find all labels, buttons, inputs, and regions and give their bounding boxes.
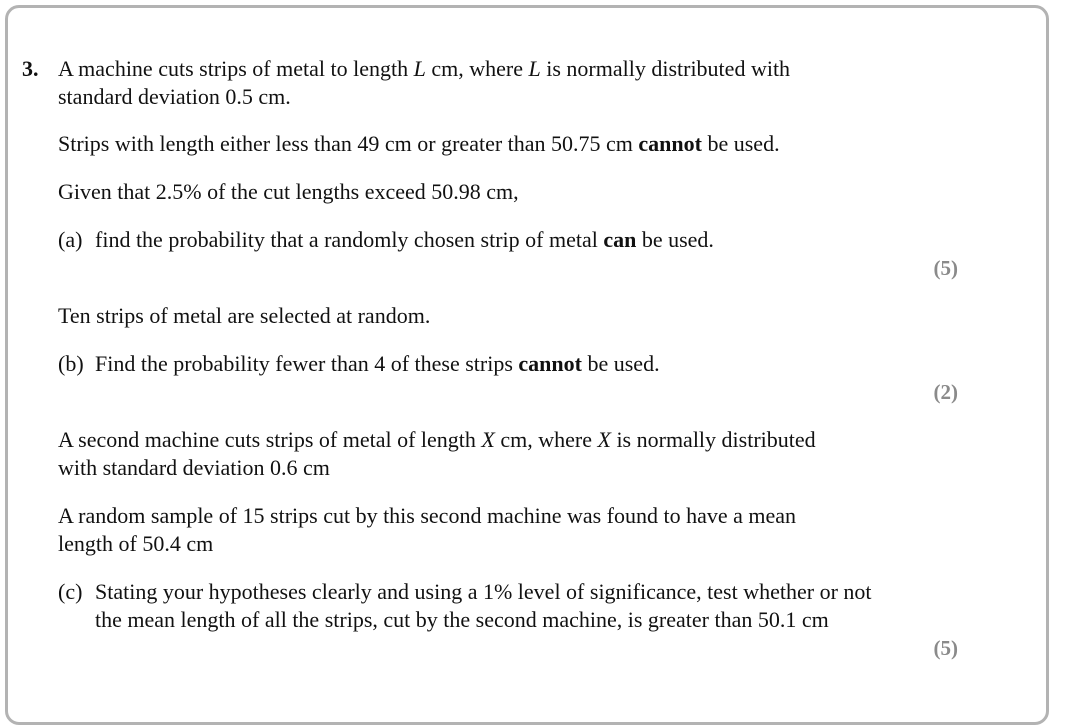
- ten-strips-paragraph: Ten strips of metal are selected at random.: [58, 303, 431, 328]
- variable-L: L: [413, 56, 426, 81]
- part-b-text: Find the probability fewer than 4 of these strips cannot be used.: [95, 351, 660, 376]
- second-machine-line-2: with standard deviation 0.6 cm: [58, 455, 330, 480]
- intro-line-2: standard deviation 0.5 cm.: [58, 84, 291, 109]
- sample-line-2: length of 50.4 cm: [58, 531, 214, 556]
- intro-paragraph: [58, 55, 790, 111]
- part-a-label: (a): [58, 227, 83, 252]
- variable-X: X: [481, 427, 495, 452]
- given-paragraph: Given that 2.5% of the cut lengths exceed 50.98 cm,: [58, 179, 519, 204]
- part-c-text: [95, 578, 872, 634]
- sample-paragraph: [58, 502, 796, 558]
- second-machine-paragraph: [58, 426, 816, 482]
- sample-line-1: A random sample of 15 strips cut by this second machine was found to have a mean: [58, 503, 797, 528]
- variable-X: X: [597, 427, 611, 452]
- emphasis-cannot: cannot: [638, 131, 702, 156]
- part-c-label: (c): [58, 579, 83, 604]
- variable-L: L: [528, 56, 541, 81]
- part-c-line-1: Stating your hypotheses clearly and using a 1% level of significance, test whether or not: [95, 579, 872, 604]
- question-number: 3.: [22, 56, 39, 81]
- emphasis-can: can: [603, 227, 637, 252]
- part-c-line-2: the mean length of all the strips, cut by the second machine, is greater than 50.1 cm: [95, 607, 829, 632]
- part-a-text: find the probability that a randomly chosen strip of metal can be used.: [95, 227, 714, 252]
- part-c-marks: (5): [933, 636, 958, 660]
- part-b-marks: (2): [933, 380, 958, 404]
- emphasis-cannot: cannot: [518, 351, 582, 376]
- intro-line-1: A machine cuts strips of metal to length L cm, where L is normally distributed with: [58, 56, 791, 81]
- part-b-label: (b): [58, 351, 84, 376]
- condition-paragraph: Strips with length either less than 49 cm or greater than 50.75 cm cannot be used.: [58, 131, 780, 156]
- part-a-marks: (5): [933, 256, 958, 280]
- second-machine-line-1: A second machine cuts strips of metal of length X cm, where X is normally distributed: [58, 427, 816, 452]
